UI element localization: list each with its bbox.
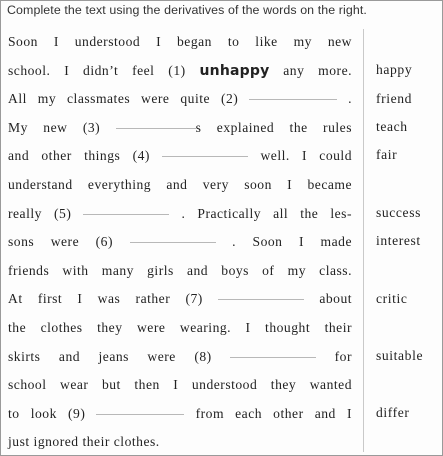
text-segment: about — [319, 291, 353, 307]
root-word-fair: fair — [376, 147, 398, 162]
gap-blank-8[interactable] — [230, 356, 316, 358]
text-line-14 — [8, 400, 352, 429]
gap-answer-1[interactable]: unhappy — [199, 62, 270, 79]
text-line-5 — [8, 142, 352, 171]
text-segment: s explained the rules — [195, 119, 352, 135]
gap-number-7: (7) — [185, 291, 203, 307]
text-line-8 — [8, 228, 352, 257]
text-segment: . Soon I made — [232, 234, 352, 250]
gap-number-3: (3) — [82, 119, 101, 135]
root-word-differ: differ — [376, 405, 410, 420]
text-line-3 — [8, 85, 352, 114]
text-segment: Soon I understood I began to like my new — [8, 34, 352, 49]
gap-blank-2[interactable] — [249, 98, 337, 100]
text-line-7 — [8, 200, 352, 229]
text-segment: any more. — [283, 62, 353, 78]
root-word-happy: happy — [376, 62, 413, 77]
gap-number-8: (8) — [194, 348, 212, 364]
text-segment: . — [348, 91, 353, 107]
text-segment: and other things — [8, 148, 121, 164]
gap-number-5: (5) — [54, 205, 72, 221]
text-segment: understand everything and very soon I became — [8, 176, 352, 192]
gap-blank-7[interactable] — [218, 298, 304, 300]
text-segment: My new — [8, 119, 68, 135]
text-segment: really — [8, 205, 42, 221]
exercise-text — [8, 28, 352, 456]
text-line-6 — [8, 171, 352, 200]
root-word-friend: friend — [376, 91, 413, 106]
gap-number-6: (6) — [95, 234, 114, 250]
text-segment: to look — [8, 405, 57, 421]
gap-blank-3[interactable] — [116, 127, 196, 129]
text-line-12 — [8, 343, 352, 372]
root-word-suitable: suitable — [376, 348, 424, 363]
gap-blank-6[interactable] — [130, 241, 216, 243]
text-line-11 — [8, 314, 352, 343]
root-word-success: success — [376, 205, 421, 220]
gap-number-4: (4) — [132, 148, 150, 164]
text-segment: skirts and jeans were — [8, 348, 176, 364]
text-line-13 — [8, 371, 352, 400]
gap-blank-5[interactable] — [83, 213, 169, 215]
text-line-10 — [8, 285, 352, 314]
text-segment: the clothes they were wearing. I thought their — [8, 319, 352, 335]
gap-number-1: (1) — [168, 62, 186, 78]
text-segment: school wear but then I understood they wanted — [8, 377, 352, 393]
gap-blank-9[interactable] — [96, 413, 184, 415]
gap-number-9: (9) — [68, 405, 86, 421]
text-line-9 — [8, 257, 352, 286]
text-line-4 — [8, 114, 352, 143]
gap-number-2: (2) — [220, 91, 239, 107]
text-segment: sons were — [8, 234, 80, 250]
root-word-interest: interest — [376, 233, 421, 248]
root-word-critic: critic — [376, 291, 408, 306]
exercise-instruction: Complete the text using the derivatives of the words on the right. — [7, 3, 367, 17]
text-segment: At first I was rather — [8, 291, 171, 307]
text-line-1 — [8, 28, 352, 57]
root-word-teach: teach — [376, 119, 408, 134]
text-segment: All my classmates were quite — [8, 91, 211, 107]
text-segment: friends with many girls and boys of my class. — [8, 262, 352, 278]
text-segment: just ignored their clothes. — [8, 434, 160, 450]
text-segment: for — [334, 348, 353, 364]
text-segment: well. I could — [260, 148, 353, 164]
text-segment: school. I didn’t feel — [8, 62, 155, 78]
text-line-2 — [8, 57, 352, 86]
text-line-15 — [8, 428, 352, 456]
column-divider — [363, 29, 364, 452]
text-segment: from each other and I — [195, 405, 352, 421]
gap-blank-4[interactable] — [162, 155, 248, 157]
text-segment: . Practically all the les- — [181, 205, 352, 221]
